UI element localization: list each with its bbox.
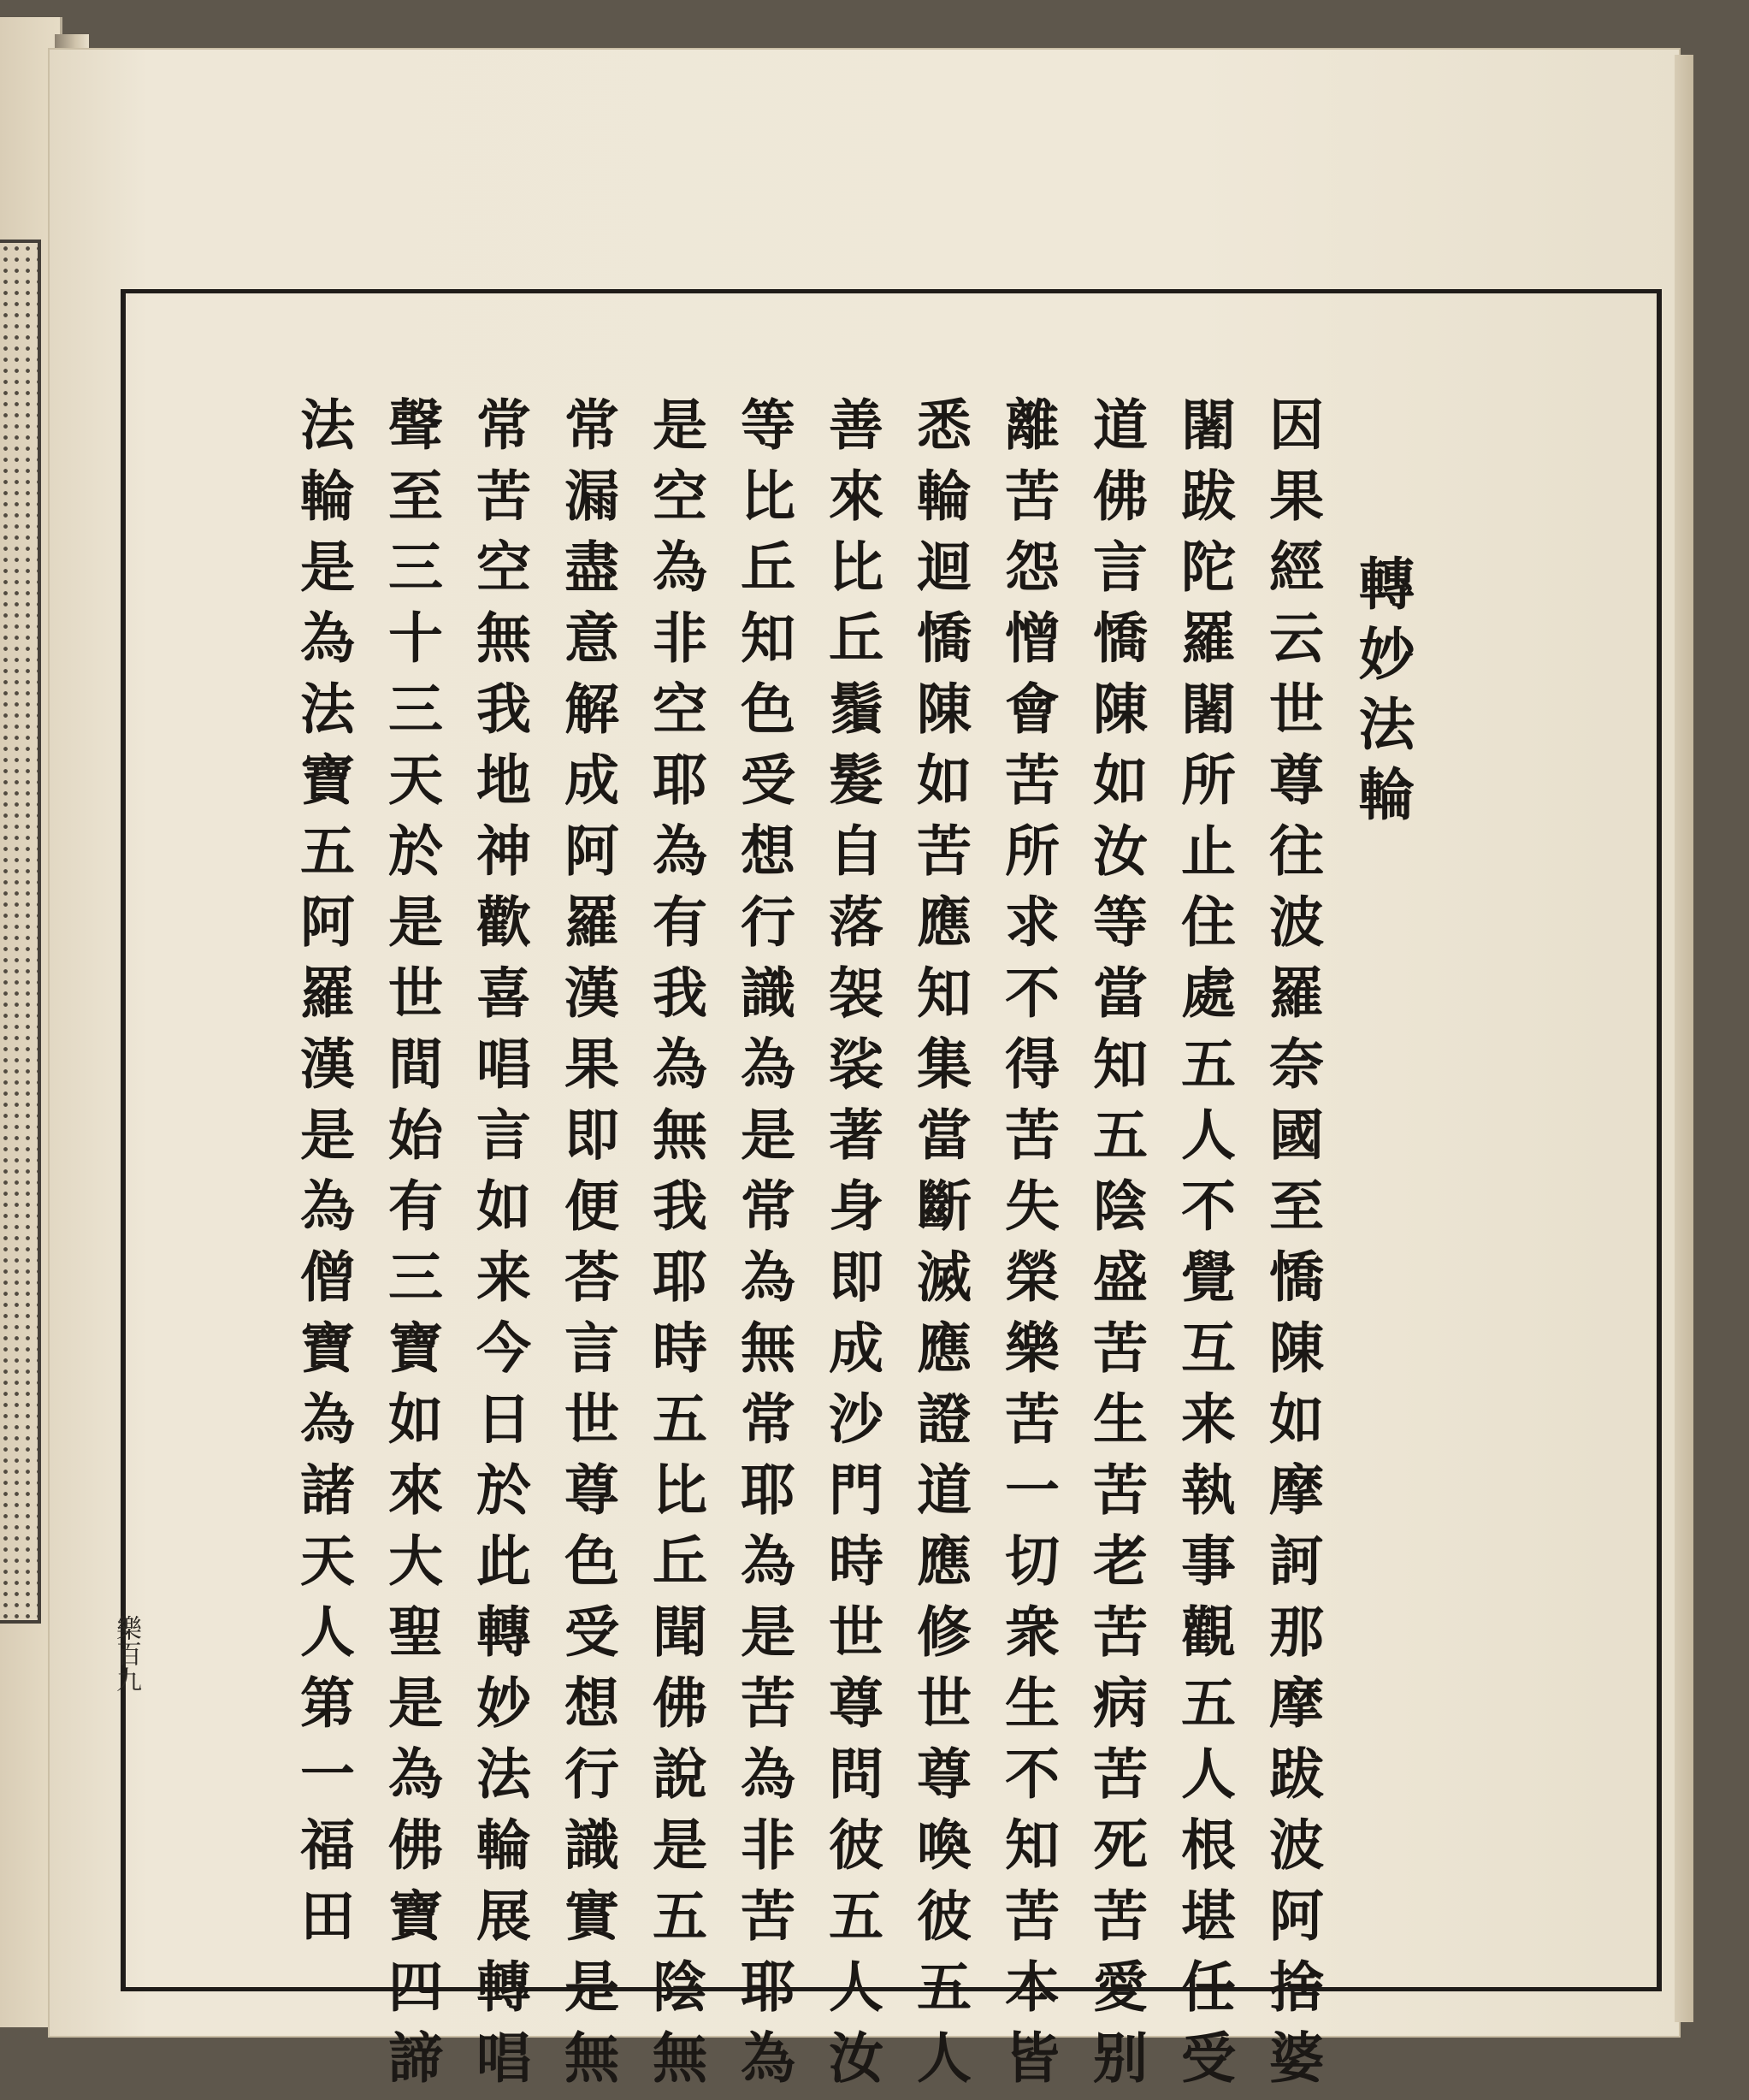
text-column-10: 常苦空無我地神歡喜唱言如来今日於此轉妙法輪展轉唱 (467, 396, 531, 2100)
text-column-7: 等比丘知色受想行識為是常為無常耶為是苦為非苦耶為 (731, 396, 795, 2100)
left-page-illustration (0, 240, 41, 1624)
text-column-9: 常漏盡意解成阿羅漢果即便荅言世尊色受想行識實是無 (555, 396, 619, 2100)
text-column-6: 善來比丘鬚髮自落袈裟著身即成沙門時世尊問彼五人汝 (819, 396, 883, 2100)
text-column-3: 道佛言憍陳如汝等當知五陰盛苦生苦老苦病苦死苦愛别 (1084, 396, 1148, 2100)
right-page (50, 50, 1679, 2100)
text-column-11: 聲至三十三天於是世間始有三寶如來大聖是為佛寶四諦 (379, 396, 443, 2100)
text-column-8: 是空為非空耶為有我為無我耶時五比丘聞佛說是五陰無 (643, 396, 707, 2100)
text-column-12: 法輪是為法寶五阿羅漢是為僧寶為諸天人第一福田 (291, 396, 355, 1958)
text-column-1: 因果經云世尊往波羅奈國至憍陳如摩訶那摩跋波阿捨婆 (1260, 396, 1324, 2100)
text-column-2: 闍跋陀羅闍所止住處五人不覺互来執事觀五人根堪任受 (1172, 396, 1236, 2100)
section-title: 轉妙法輪 (1349, 554, 1415, 835)
text-column-4: 離苦怨憎會苦所求不得苦失榮樂苦一切衆生不知苦本皆 (996, 396, 1060, 2100)
page-edge (1675, 55, 1693, 2022)
text-column-5: 悉輪迴憍陳如苦應知集當斷滅應證道應修世尊喚彼五人 (907, 396, 972, 2100)
folio-page-number: 樂百九 (111, 1615, 141, 1692)
